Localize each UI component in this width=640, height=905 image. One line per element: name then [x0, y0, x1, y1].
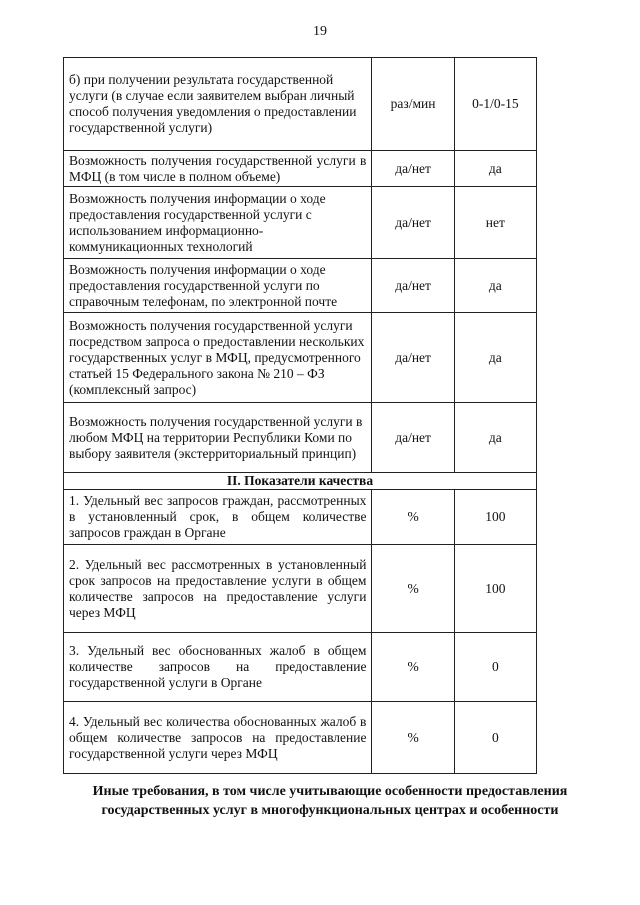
table-row	[64, 58, 537, 151]
row-value: 0	[454, 633, 536, 702]
table-row	[64, 403, 537, 473]
table-row	[64, 545, 537, 633]
row-value: 0-1/0-15	[454, 58, 536, 151]
row-description: Возможность получения государственной услуги посредством запроса о предоставлении нескольких государственных услуг в МФЦ, предусмотренного статьей 15 Федерального закона № 210 – ФЗ (комплексный запрос)	[64, 313, 372, 403]
table-row	[64, 633, 537, 702]
row-value: 0	[454, 702, 536, 774]
row-value: да	[454, 259, 536, 313]
section-title: II. Показатели качества	[64, 473, 537, 490]
row-unit: %	[372, 545, 454, 633]
row-unit: да/нет	[372, 259, 454, 313]
row-description: 3. Удельный вес обоснованных жалоб в общем количестве запросов на предоставление государственной услуги в Органе	[64, 633, 372, 702]
section-row	[64, 473, 537, 490]
section-heading: Иные требования, в том числе учитывающие особенности предоставления государственных услуг в многофункциональных центрах и особенности	[92, 784, 568, 818]
row-description: Возможность получения государственной услуги в МФЦ (в том числе в полном объеме)	[64, 151, 372, 187]
row-description: 2. Удельный вес рассмотренных в установленный срок запросов на предоставление услуги в общем количестве запросов на предоставление услуги через МФЦ	[64, 545, 372, 633]
row-unit: раз/мин	[372, 58, 454, 151]
row-description: Возможность получения информации о ходе предоставления государственной услуги по справочным телефонам, по электронной почте	[64, 259, 372, 313]
row-description: Возможность получения информации о ходе предоставления государственной услуги с использованием информационно-коммуникационных технологий	[64, 187, 372, 259]
row-description: 4. Удельный вес количества обоснованных жалоб в общем количестве запросов на предоставление государственной услуги через МФЦ	[64, 702, 372, 774]
page-number: 19	[313, 24, 327, 39]
row-value: 100	[454, 490, 536, 545]
row-value: да	[454, 151, 536, 187]
row-value: да	[454, 403, 536, 473]
row-unit: %	[372, 490, 454, 545]
table-row	[64, 259, 537, 313]
row-description: б) при получении результата государственной услуги (в случае если заявителем выбран личный способ получения уведомления о предоставлении государственной услуги)	[64, 58, 372, 151]
row-unit: да/нет	[372, 313, 454, 403]
table-row	[64, 702, 537, 774]
table-row	[64, 490, 537, 545]
row-description: 1. Удельный вес запросов граждан, рассмотренных в установленный срок, в общем количестве запросов граждан в Органе	[64, 490, 372, 545]
row-unit: да/нет	[372, 151, 454, 187]
indicators-table	[63, 57, 537, 774]
row-description: Возможность получения государственной услуги в любом МФЦ на территории Республики Коми по выбору заявителя (экстерриториальный принцип)	[64, 403, 372, 473]
row-value: да	[454, 313, 536, 403]
table-row	[64, 151, 537, 187]
row-value: нет	[454, 187, 536, 259]
table-row	[64, 313, 537, 403]
row-value: 100	[454, 545, 536, 633]
row-unit: %	[372, 702, 454, 774]
row-unit: да/нет	[372, 187, 454, 259]
row-unit: да/нет	[372, 403, 454, 473]
table-row	[64, 187, 537, 259]
row-unit: %	[372, 633, 454, 702]
